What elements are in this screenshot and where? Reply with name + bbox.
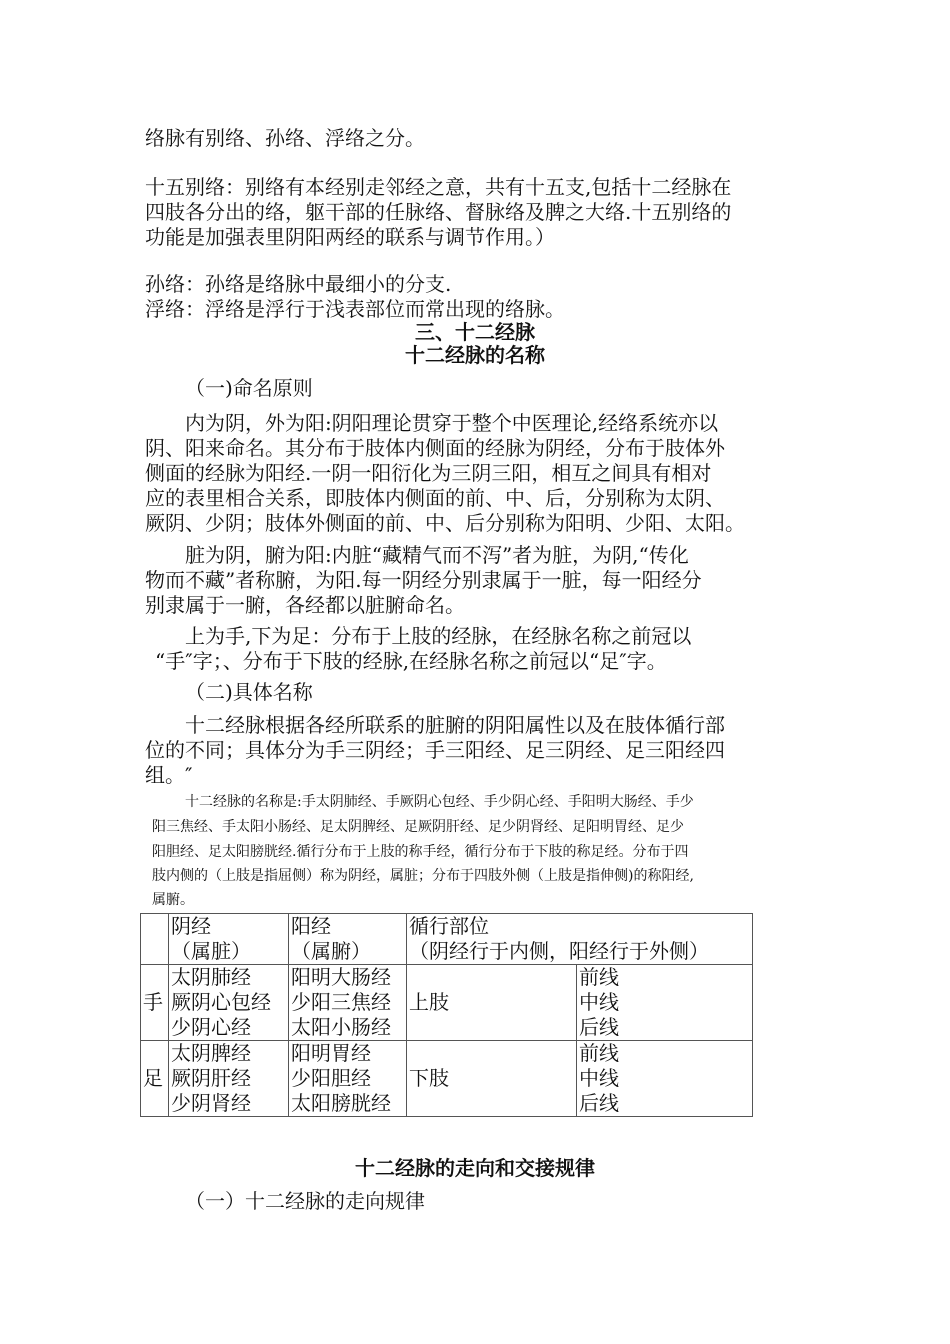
paragraph-bieluo-line-3: 功能是加强表里阴阳两经的联系与调节作用。） — [145, 225, 555, 249]
body-part-cell: 下肢 — [407, 1041, 577, 1117]
route-line: 中线 — [579, 1066, 619, 1090]
subheading-direction-rule: （一）十二经脉的走向规律 — [185, 1189, 425, 1213]
table-row — [141, 1041, 753, 1117]
header-yang-title: 阳经 — [291, 914, 331, 938]
paragraph-yinyang-line-3: 侧面的经脉为阳经.一阴一阳衍化为三阴三阳，相互之间具有相对 — [145, 461, 712, 485]
paragraph-yinyang-line-5: 厥阴、少阴；肢体外侧面的前、中、后分别称为阳明、少阳、太阳。 — [145, 511, 745, 535]
body-part-cell: 上肢 — [407, 965, 577, 1041]
note-line-2: 阳三焦经、手太阳小肠经、足太阴脾经、足厥阴肝经、足少阴肾经、足阳明胃经、足少 — [152, 819, 684, 835]
yang-meridian: 太阳膀胱经 — [291, 1091, 391, 1115]
yin-meridian: 少阴心经 — [171, 1015, 251, 1039]
yin-cell — [169, 965, 289, 1041]
paragraph-zangfu-line-1: 脏为阴，腑为阳:内脏“藏精气而不泻”者为脏，为阴,“传化 — [185, 543, 689, 567]
table-header-row — [141, 914, 753, 965]
header-yin-sub: （属脏） — [171, 939, 251, 963]
yin-meridian: 厥阴心包经 — [171, 990, 271, 1014]
paragraph-zangfu-line-3: 别隶属于一腑，各经都以脏腑命名。 — [145, 593, 465, 617]
limb-cell: 足 — [141, 1041, 169, 1117]
route-line: 前线 — [579, 1041, 619, 1065]
paragraph-sunluo: 孙络：孙络是络脉中最细小的分支. — [145, 272, 452, 296]
table-row — [141, 965, 753, 1041]
header-yang-sub: （属腑） — [291, 939, 371, 963]
yin-meridian: 少阴肾经 — [171, 1091, 251, 1115]
yang-meridian: 阳明大肠经 — [291, 965, 391, 989]
note-line-1: 十二经脉的名称是:手太阴肺经、手厥阴心包经、手少阴心经、手阳明大肠经、手少 — [185, 794, 694, 810]
paragraph-yinyang-line-4: 应的表里相合关系，即肢体内侧面的前、中、后，分别称为太阴、 — [145, 486, 725, 510]
yin-cell — [169, 1041, 289, 1117]
yang-cell — [289, 1041, 407, 1117]
yang-meridian: 少阳三焦经 — [291, 990, 391, 1014]
limb-cell: 手 — [141, 965, 169, 1041]
yin-meridian: 太阴肺经 — [171, 965, 251, 989]
subsection-heading-direction: 十二经脉的走向和交接规律 — [355, 1156, 595, 1180]
paragraph-bieluo-line-1: 十五别络：别络有本经别走邻经之意，共有十五支,包括十二经脉在 — [145, 175, 732, 199]
yin-meridian: 厥阴肝经 — [171, 1066, 251, 1090]
yin-meridian: 太阴脾经 — [171, 1041, 251, 1065]
header-yin — [169, 914, 289, 965]
header-route-sub: （阴经行于内侧，阳经行于外侧） — [409, 939, 709, 963]
paragraph-classification-line-2: 位的不同；具体分为手三阴经；手三阳经、足三阴经、足三阳经四 — [145, 738, 725, 762]
yang-cell — [289, 965, 407, 1041]
route-line: 前线 — [579, 965, 619, 989]
route-line-cell — [577, 965, 753, 1041]
paragraph-classification-line-1: 十二经脉根据各经所联系的脏腑的阴阳属性以及在肢体循行部 — [185, 713, 725, 737]
paragraph-shouzu-line-1: 上为手,下为足：分布于上肢的经脉，在经脉名称之前冠以 — [185, 624, 692, 648]
paragraph-yinyang-line-2: 阴、阳来命名。其分布于肢体内侧面的经脉为阴经，分布于肢体外 — [145, 436, 725, 460]
route-line-cell — [577, 1041, 753, 1117]
header-yang — [289, 914, 407, 965]
yang-meridian: 少阳胆经 — [291, 1066, 371, 1090]
section-heading: 三、十二经脉 — [415, 320, 535, 344]
paragraph-classification-line-3: 组。″ — [145, 763, 193, 787]
paragraph-yinyang-line-1: 内为阴，外为阳:阴阳理论贯穿于整个中医理论,经络系统亦以 — [185, 411, 719, 435]
note-line-3: 阳胆经、足太阳膀胱经.循行分布于上肢的称手经，循行分布于下肢的称足经。分布于四 — [152, 844, 689, 860]
route-line: 后线 — [579, 1015, 619, 1039]
header-yin-title: 阴经 — [171, 914, 211, 938]
route-line: 中线 — [579, 990, 619, 1014]
header-route — [407, 914, 753, 965]
paragraph-shouzu-line-2: “手″字；、分布于下肢的经脉,在经脉名称之前冠以“足″字。 — [155, 649, 667, 673]
meridian-table — [140, 913, 753, 1117]
route-line: 后线 — [579, 1091, 619, 1115]
paragraph-fuluo: 浮络：浮络是浮行于浅表部位而常出现的络脉。 — [145, 297, 565, 321]
paragraph-luomai-intro: 络脉有别络、孙络、浮络之分。 — [145, 126, 425, 150]
paragraph-bieluo-line-2: 四肢各分出的络，躯干部的任脉络、督脉络及脾之大络.十五别络的 — [145, 200, 732, 224]
header-route-title: 循行部位 — [409, 914, 489, 938]
table-corner-cell — [141, 914, 169, 965]
subsection-heading-names: 十二经脉的名称 — [405, 343, 545, 367]
yang-meridian: 阳明胃经 — [291, 1041, 371, 1065]
subheading-naming-principle: （一)命名原则 — [185, 376, 313, 400]
note-line-4: 肢内侧的（上肢是指屈侧）称为阴经，属脏；分布于四肢外侧（上肢是指伸侧)的称阳经, — [152, 868, 694, 884]
paragraph-zangfu-line-2: 物而不藏”者称腑，为阳.每一阴经分别隶属于一脏，每一阳经分 — [145, 568, 702, 592]
note-line-5: 属腑。 — [152, 892, 194, 908]
subheading-specific-names: （二)具体名称 — [185, 680, 313, 704]
yang-meridian: 太阳小肠经 — [291, 1015, 391, 1039]
